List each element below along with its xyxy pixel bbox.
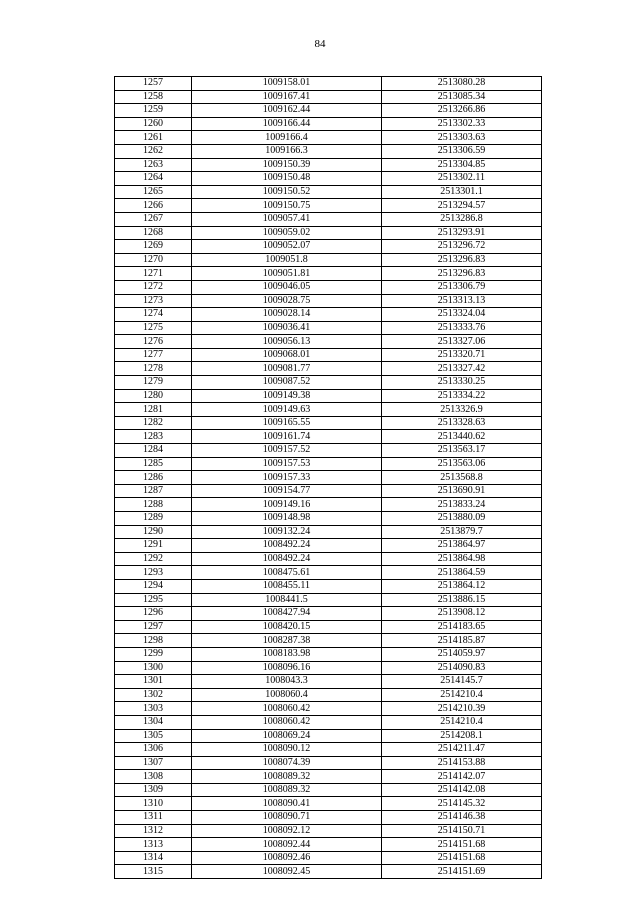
y-coordinate-cell: 2513690.91 xyxy=(382,484,542,498)
point-number-cell: 1292 xyxy=(115,552,192,566)
y-coordinate-cell: 2513266.86 xyxy=(382,104,542,118)
y-coordinate-cell: 2513324.04 xyxy=(382,308,542,322)
table-row xyxy=(115,430,542,444)
x-coordinate-cell: 1009150.75 xyxy=(192,199,382,213)
point-number-cell: 1293 xyxy=(115,566,192,580)
x-coordinate-cell: 1008475.61 xyxy=(192,566,382,580)
x-coordinate-cell: 1009166.44 xyxy=(192,117,382,131)
table-row xyxy=(115,607,542,621)
y-coordinate-cell: 2514059.97 xyxy=(382,647,542,661)
x-coordinate-cell: 1009150.52 xyxy=(192,185,382,199)
point-number-cell: 1314 xyxy=(115,851,192,865)
x-coordinate-cell: 1009165.55 xyxy=(192,416,382,430)
table-row xyxy=(115,117,542,131)
point-number-cell: 1286 xyxy=(115,471,192,485)
table-row xyxy=(115,294,542,308)
point-number-cell: 1287 xyxy=(115,484,192,498)
table-row xyxy=(115,335,542,349)
table-row xyxy=(115,647,542,661)
table-row xyxy=(115,240,542,254)
x-coordinate-cell: 1008043.3 xyxy=(192,675,382,689)
x-coordinate-cell: 1008060.42 xyxy=(192,715,382,729)
y-coordinate-cell: 2513334.22 xyxy=(382,389,542,403)
y-coordinate-cell: 2514142.07 xyxy=(382,770,542,784)
y-coordinate-cell: 2513440.62 xyxy=(382,430,542,444)
y-coordinate-cell: 2514210.39 xyxy=(382,702,542,716)
y-coordinate-cell: 2513320.71 xyxy=(382,348,542,362)
coordinates-table xyxy=(114,76,542,879)
point-number-cell: 1276 xyxy=(115,335,192,349)
y-coordinate-cell: 2514142.08 xyxy=(382,783,542,797)
y-coordinate-cell: 2514151.69 xyxy=(382,865,542,879)
point-number-cell: 1263 xyxy=(115,158,192,172)
table-row xyxy=(115,811,542,825)
point-number-cell: 1268 xyxy=(115,226,192,240)
y-coordinate-cell: 2513293.91 xyxy=(382,226,542,240)
x-coordinate-cell: 1009068.01 xyxy=(192,348,382,362)
y-coordinate-cell: 2513296.83 xyxy=(382,253,542,267)
point-number-cell: 1285 xyxy=(115,457,192,471)
x-coordinate-cell: 1009158.01 xyxy=(192,77,382,91)
x-coordinate-cell: 1008090.41 xyxy=(192,797,382,811)
x-coordinate-cell: 1009148.98 xyxy=(192,512,382,526)
table-row xyxy=(115,484,542,498)
y-coordinate-cell: 2513306.79 xyxy=(382,280,542,294)
point-number-cell: 1278 xyxy=(115,362,192,376)
x-coordinate-cell: 1009157.53 xyxy=(192,457,382,471)
point-number-cell: 1307 xyxy=(115,756,192,770)
y-coordinate-cell: 2513330.25 xyxy=(382,376,542,390)
page-number: 84 xyxy=(314,38,326,50)
y-coordinate-cell: 2514210.4 xyxy=(382,715,542,729)
table-row xyxy=(115,321,542,335)
x-coordinate-cell: 1009028.75 xyxy=(192,294,382,308)
y-coordinate-cell: 2514151.68 xyxy=(382,851,542,865)
y-coordinate-cell: 2513327.06 xyxy=(382,335,542,349)
point-number-cell: 1265 xyxy=(115,185,192,199)
x-coordinate-cell: 1008089.32 xyxy=(192,783,382,797)
table-row xyxy=(115,838,542,852)
table-row xyxy=(115,376,542,390)
table-row xyxy=(115,729,542,743)
x-coordinate-cell: 1009087.52 xyxy=(192,376,382,390)
table-row xyxy=(115,253,542,267)
table-row xyxy=(115,403,542,417)
x-coordinate-cell: 1009150.48 xyxy=(192,172,382,186)
table-row xyxy=(115,444,542,458)
x-coordinate-cell: 1009161.74 xyxy=(192,430,382,444)
x-coordinate-cell: 1008455.11 xyxy=(192,579,382,593)
table-row xyxy=(115,824,542,838)
table-row xyxy=(115,457,542,471)
x-coordinate-cell: 1008089.32 xyxy=(192,770,382,784)
x-coordinate-cell: 1009154.77 xyxy=(192,484,382,498)
x-coordinate-cell: 1009059.02 xyxy=(192,226,382,240)
point-number-cell: 1301 xyxy=(115,675,192,689)
table-row xyxy=(115,158,542,172)
table-row xyxy=(115,471,542,485)
x-coordinate-cell: 1008183.98 xyxy=(192,647,382,661)
x-coordinate-cell: 1008074.39 xyxy=(192,756,382,770)
table-row xyxy=(115,566,542,580)
point-number-cell: 1312 xyxy=(115,824,192,838)
y-coordinate-cell: 2513306.59 xyxy=(382,144,542,158)
y-coordinate-cell: 2513864.12 xyxy=(382,579,542,593)
y-coordinate-cell: 2513563.06 xyxy=(382,457,542,471)
x-coordinate-cell: 1009167.41 xyxy=(192,90,382,104)
point-number-cell: 1297 xyxy=(115,620,192,634)
table-row xyxy=(115,783,542,797)
point-number-cell: 1309 xyxy=(115,783,192,797)
table-row xyxy=(115,552,542,566)
table-row xyxy=(115,498,542,512)
point-number-cell: 1303 xyxy=(115,702,192,716)
table-row xyxy=(115,389,542,403)
y-coordinate-cell: 2513880.09 xyxy=(382,512,542,526)
y-coordinate-cell: 2513908.12 xyxy=(382,607,542,621)
x-coordinate-cell: 1008092.44 xyxy=(192,838,382,852)
table-row xyxy=(115,144,542,158)
point-number-cell: 1311 xyxy=(115,811,192,825)
table-row xyxy=(115,172,542,186)
table-row xyxy=(115,688,542,702)
point-number-cell: 1260 xyxy=(115,117,192,131)
x-coordinate-cell: 1008427.94 xyxy=(192,607,382,621)
table-row xyxy=(115,77,542,91)
y-coordinate-cell: 2513327.42 xyxy=(382,362,542,376)
x-coordinate-cell: 1008090.12 xyxy=(192,743,382,757)
x-coordinate-cell: 1009028.14 xyxy=(192,308,382,322)
point-number-cell: 1295 xyxy=(115,593,192,607)
y-coordinate-cell: 2513886.15 xyxy=(382,593,542,607)
point-number-cell: 1269 xyxy=(115,240,192,254)
x-coordinate-cell: 1008441.5 xyxy=(192,593,382,607)
point-number-cell: 1284 xyxy=(115,444,192,458)
table-row xyxy=(115,199,542,213)
y-coordinate-cell: 2513085.34 xyxy=(382,90,542,104)
table-row xyxy=(115,362,542,376)
x-coordinate-cell: 1009149.63 xyxy=(192,403,382,417)
table-row xyxy=(115,348,542,362)
y-coordinate-cell: 2514145.32 xyxy=(382,797,542,811)
y-coordinate-cell: 2513833.24 xyxy=(382,498,542,512)
point-number-cell: 1313 xyxy=(115,838,192,852)
y-coordinate-cell: 2514211.47 xyxy=(382,743,542,757)
point-number-cell: 1288 xyxy=(115,498,192,512)
point-number-cell: 1299 xyxy=(115,647,192,661)
x-coordinate-cell: 1008092.45 xyxy=(192,865,382,879)
table-row xyxy=(115,280,542,294)
x-coordinate-cell: 1009157.52 xyxy=(192,444,382,458)
table-row xyxy=(115,743,542,757)
x-coordinate-cell: 1009166.3 xyxy=(192,144,382,158)
y-coordinate-cell: 2513326.9 xyxy=(382,403,542,417)
table-row xyxy=(115,593,542,607)
point-number-cell: 1267 xyxy=(115,212,192,226)
x-coordinate-cell: 1009051.8 xyxy=(192,253,382,267)
table-row xyxy=(115,308,542,322)
x-coordinate-cell: 1008492.24 xyxy=(192,552,382,566)
point-number-cell: 1264 xyxy=(115,172,192,186)
point-number-cell: 1257 xyxy=(115,77,192,91)
table-row xyxy=(115,185,542,199)
table-row xyxy=(115,416,542,430)
point-number-cell: 1274 xyxy=(115,308,192,322)
y-coordinate-cell: 2514183.65 xyxy=(382,620,542,634)
table-row xyxy=(115,756,542,770)
point-number-cell: 1300 xyxy=(115,661,192,675)
table-row xyxy=(115,797,542,811)
x-coordinate-cell: 1008092.46 xyxy=(192,851,382,865)
point-number-cell: 1291 xyxy=(115,539,192,553)
table-row xyxy=(115,579,542,593)
point-number-cell: 1308 xyxy=(115,770,192,784)
table-row xyxy=(115,512,542,526)
y-coordinate-cell: 2513879.7 xyxy=(382,525,542,539)
x-coordinate-cell: 1008096.16 xyxy=(192,661,382,675)
point-number-cell: 1262 xyxy=(115,144,192,158)
x-coordinate-cell: 1009081.77 xyxy=(192,362,382,376)
table-row xyxy=(115,226,542,240)
y-coordinate-cell: 2513333.76 xyxy=(382,321,542,335)
y-coordinate-cell: 2513302.11 xyxy=(382,172,542,186)
y-coordinate-cell: 2514145.7 xyxy=(382,675,542,689)
point-number-cell: 1277 xyxy=(115,348,192,362)
table-row xyxy=(115,675,542,689)
point-number-cell: 1283 xyxy=(115,430,192,444)
point-number-cell: 1261 xyxy=(115,131,192,145)
point-number-cell: 1304 xyxy=(115,715,192,729)
table-row xyxy=(115,702,542,716)
point-number-cell: 1305 xyxy=(115,729,192,743)
x-coordinate-cell: 1009057.41 xyxy=(192,212,382,226)
point-number-cell: 1294 xyxy=(115,579,192,593)
y-coordinate-cell: 2513303.63 xyxy=(382,131,542,145)
x-coordinate-cell: 1008492.24 xyxy=(192,539,382,553)
point-number-cell: 1258 xyxy=(115,90,192,104)
x-coordinate-cell: 1008060.42 xyxy=(192,702,382,716)
point-number-cell: 1281 xyxy=(115,403,192,417)
point-number-cell: 1259 xyxy=(115,104,192,118)
x-coordinate-cell: 1009150.39 xyxy=(192,158,382,172)
x-coordinate-cell: 1009036.41 xyxy=(192,321,382,335)
y-coordinate-cell: 2513296.72 xyxy=(382,240,542,254)
point-number-cell: 1275 xyxy=(115,321,192,335)
x-coordinate-cell: 1008090.71 xyxy=(192,811,382,825)
y-coordinate-cell: 2513301.1 xyxy=(382,185,542,199)
table-row xyxy=(115,90,542,104)
y-coordinate-cell: 2514153.88 xyxy=(382,756,542,770)
point-number-cell: 1282 xyxy=(115,416,192,430)
x-coordinate-cell: 1009052.07 xyxy=(192,240,382,254)
point-number-cell: 1315 xyxy=(115,865,192,879)
x-coordinate-cell: 1009157.33 xyxy=(192,471,382,485)
point-number-cell: 1310 xyxy=(115,797,192,811)
point-number-cell: 1298 xyxy=(115,634,192,648)
y-coordinate-cell: 2513304.85 xyxy=(382,158,542,172)
x-coordinate-cell: 1008420.15 xyxy=(192,620,382,634)
point-number-cell: 1271 xyxy=(115,267,192,281)
point-number-cell: 1273 xyxy=(115,294,192,308)
y-coordinate-cell: 2513864.98 xyxy=(382,552,542,566)
point-number-cell: 1272 xyxy=(115,280,192,294)
y-coordinate-cell: 2514090.83 xyxy=(382,661,542,675)
point-number-cell: 1296 xyxy=(115,607,192,621)
y-coordinate-cell: 2514185.87 xyxy=(382,634,542,648)
table-row xyxy=(115,539,542,553)
point-number-cell: 1270 xyxy=(115,253,192,267)
y-coordinate-cell: 2513864.97 xyxy=(382,539,542,553)
table-row xyxy=(115,634,542,648)
y-coordinate-cell: 2513294.57 xyxy=(382,199,542,213)
x-coordinate-cell: 1009162.44 xyxy=(192,104,382,118)
x-coordinate-cell: 1008060.4 xyxy=(192,688,382,702)
x-coordinate-cell: 1008092.12 xyxy=(192,824,382,838)
y-coordinate-cell: 2513286.8 xyxy=(382,212,542,226)
y-coordinate-cell: 2513568.8 xyxy=(382,471,542,485)
y-coordinate-cell: 2514210.4 xyxy=(382,688,542,702)
y-coordinate-cell: 2513302.33 xyxy=(382,117,542,131)
x-coordinate-cell: 1009149.38 xyxy=(192,389,382,403)
point-number-cell: 1290 xyxy=(115,525,192,539)
point-number-cell: 1280 xyxy=(115,389,192,403)
table-row xyxy=(115,131,542,145)
table-row xyxy=(115,865,542,879)
y-coordinate-cell: 2514151.68 xyxy=(382,838,542,852)
y-coordinate-cell: 2513296.83 xyxy=(382,267,542,281)
table-row xyxy=(115,620,542,634)
x-coordinate-cell: 1008287.38 xyxy=(192,634,382,648)
y-coordinate-cell: 2514146.38 xyxy=(382,811,542,825)
table-row xyxy=(115,770,542,784)
table-row xyxy=(115,267,542,281)
table-row xyxy=(115,851,542,865)
x-coordinate-cell: 1009132.24 xyxy=(192,525,382,539)
table-row xyxy=(115,104,542,118)
y-coordinate-cell: 2514208.1 xyxy=(382,729,542,743)
table-row xyxy=(115,715,542,729)
y-coordinate-cell: 2513563.17 xyxy=(382,444,542,458)
table-row xyxy=(115,212,542,226)
point-number-cell: 1279 xyxy=(115,376,192,390)
x-coordinate-cell: 1009056.13 xyxy=(192,335,382,349)
x-coordinate-cell: 1009166.4 xyxy=(192,131,382,145)
table-row xyxy=(115,525,542,539)
point-number-cell: 1289 xyxy=(115,512,192,526)
y-coordinate-cell: 2513864.59 xyxy=(382,566,542,580)
point-number-cell: 1306 xyxy=(115,743,192,757)
x-coordinate-cell: 1009149.16 xyxy=(192,498,382,512)
x-coordinate-cell: 1009051.81 xyxy=(192,267,382,281)
x-coordinate-cell: 1009046.05 xyxy=(192,280,382,294)
y-coordinate-cell: 2513313.13 xyxy=(382,294,542,308)
x-coordinate-cell: 1008069.24 xyxy=(192,729,382,743)
point-number-cell: 1266 xyxy=(115,199,192,213)
table-row xyxy=(115,661,542,675)
y-coordinate-cell: 2513328.63 xyxy=(382,416,542,430)
table-body xyxy=(115,77,542,879)
y-coordinate-cell: 2514150.71 xyxy=(382,824,542,838)
y-coordinate-cell: 2513080.28 xyxy=(382,77,542,91)
point-number-cell: 1302 xyxy=(115,688,192,702)
